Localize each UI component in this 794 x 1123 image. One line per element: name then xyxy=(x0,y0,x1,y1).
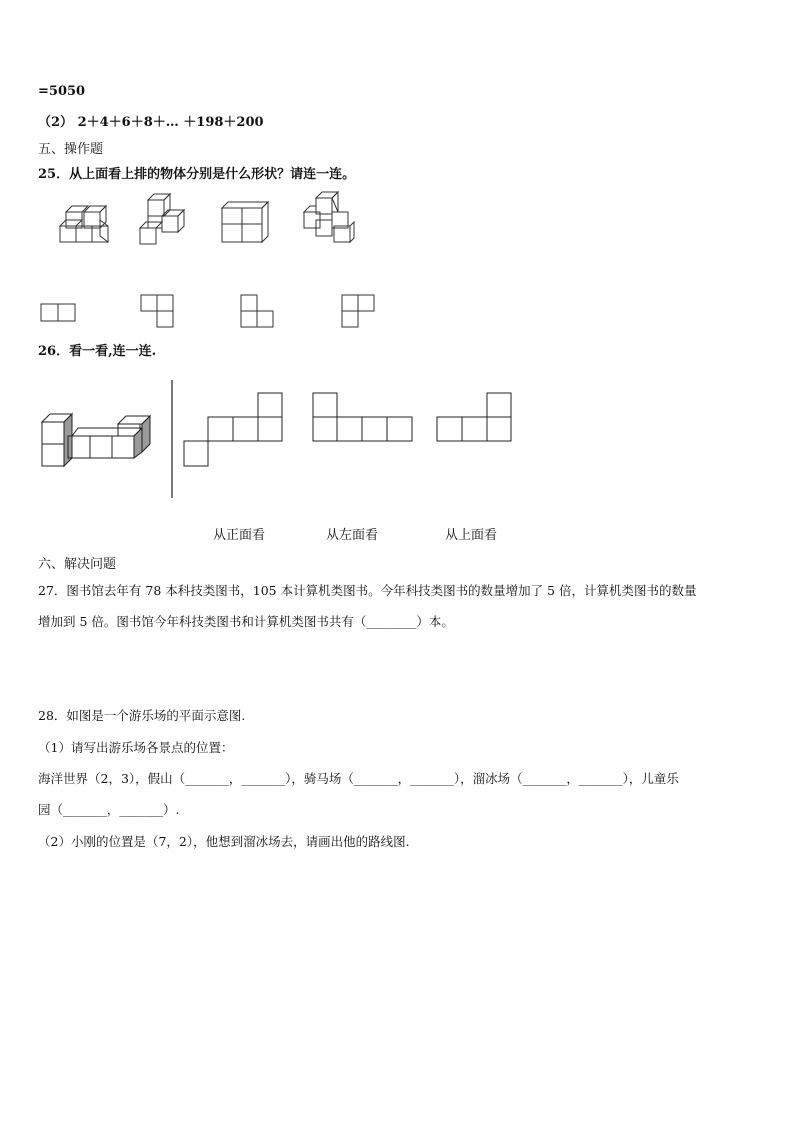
q26-view-3 xyxy=(437,393,511,441)
q26-solid-object xyxy=(42,414,150,466)
question-28: 28．如图是一个游乐场的平面示意图. xyxy=(38,708,246,723)
question-28-part-2: （2）小刚的位置是（7，2），他想到溜冰场去，请画出他的路线图. xyxy=(38,834,410,849)
question-25: 25．从上面看上排的物体分别是什么形状？请连一连。 xyxy=(38,167,356,182)
label-left-view: 从左面看 xyxy=(326,528,379,543)
prev-question-part2: （2） 2＋4＋6＋8＋… ＋198＋200 xyxy=(38,115,264,130)
section-heading-operation: 五、操作题 xyxy=(38,142,104,157)
question-28-part-1: （1）请写出游乐场各景点的位置： xyxy=(38,740,234,755)
question-28-positions-line-1: 海洋世界（2，3），假山（_______，_______），骑马场（_______，_______），溜冰场（_______，_______），儿童乐 xyxy=(38,771,679,786)
q26-view-2 xyxy=(313,393,412,441)
prev-answer-result: =5050 xyxy=(38,84,86,99)
label-top-view: 从上面看 xyxy=(445,528,498,543)
question-26: 26．看一看,连一连. xyxy=(38,344,157,359)
question-27-line-1: 27．图书馆去年有 78 本科技类图书，105 本计算机类图书。今年科技类图书的数量增加了 5 倍，计算机类图书的数量 xyxy=(38,583,697,598)
section-heading-problem-solving: 六、解决问题 xyxy=(38,557,117,572)
q26-view-1 xyxy=(184,393,282,466)
question-28-positions-line-2: 园（_______，_______）. xyxy=(38,802,180,817)
label-front-view: 从正面看 xyxy=(213,528,266,543)
question-27-line-2: 增加到 5 倍。图书馆今年科技类图书和计算机类图书共有（________）本。 xyxy=(38,614,454,629)
